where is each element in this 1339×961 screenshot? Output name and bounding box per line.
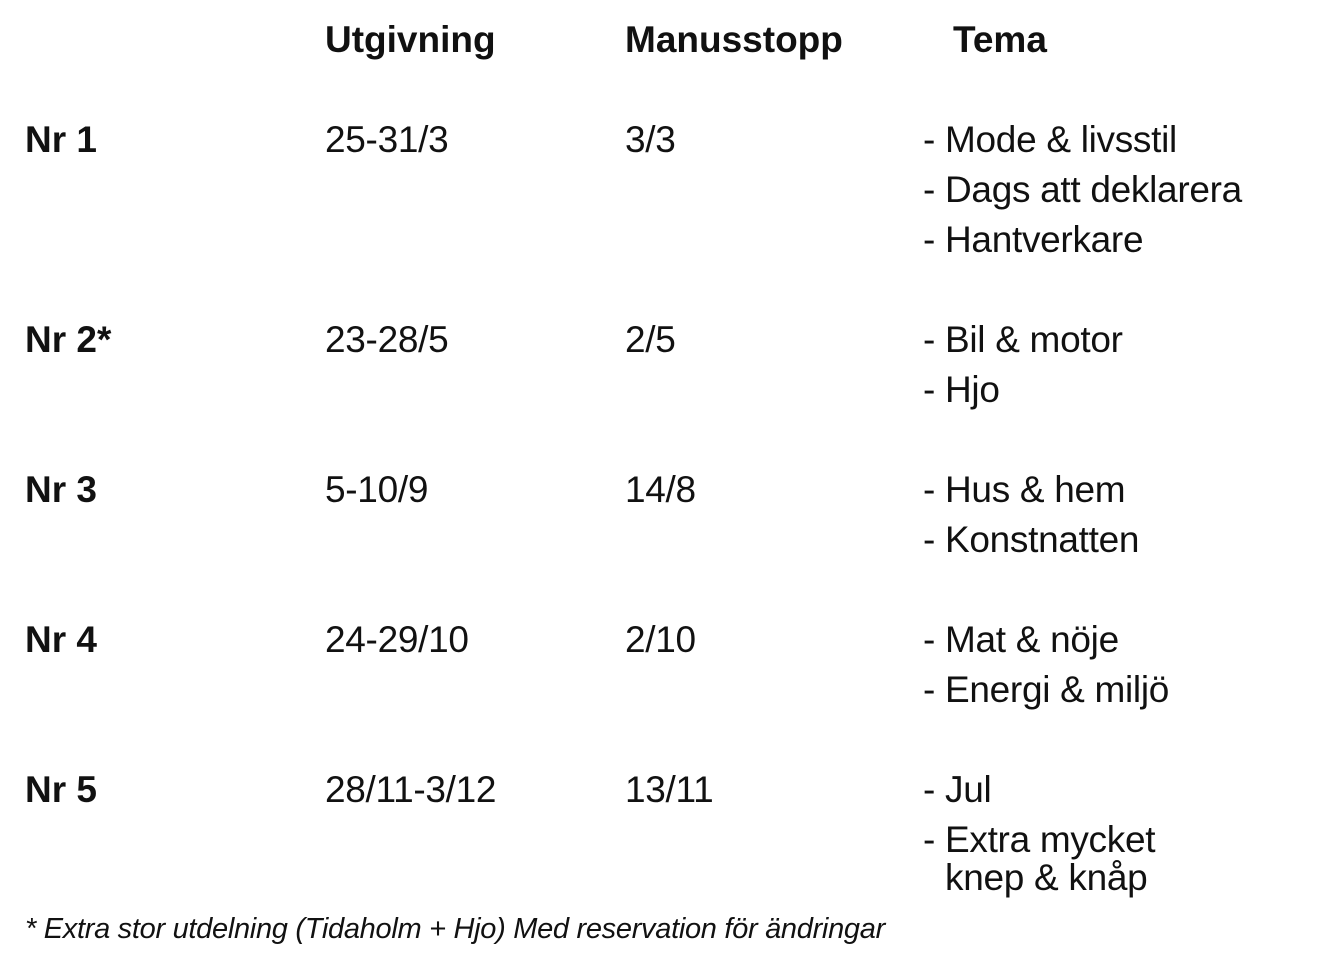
- theme-text: Bil & motor: [945, 319, 1123, 360]
- theme-item: - Hantverkare: [923, 219, 1144, 260]
- utgivning-date: 25-31/3: [325, 119, 449, 160]
- theme-text: Hus & hem: [945, 469, 1126, 510]
- manusstopp-date: 14/8: [625, 469, 696, 510]
- theme-text: Mat & nöje: [945, 619, 1119, 660]
- theme-item: - Jul: [923, 769, 992, 810]
- theme-item: - Mode & livsstil: [923, 119, 1177, 160]
- column-header-utgivning: Utgivning: [325, 19, 496, 60]
- manusstopp-date: 13/11: [625, 769, 714, 810]
- theme-item: - Mat & nöje: [923, 619, 1119, 660]
- theme-text: Energi & miljö: [945, 669, 1170, 710]
- issue-number: Nr 3: [25, 469, 97, 510]
- theme-text: Jul: [945, 769, 992, 810]
- manusstopp-date: 3/3: [625, 119, 676, 160]
- issue-number: Nr 1: [25, 119, 97, 160]
- theme-item: - Dags att deklarera: [923, 169, 1242, 210]
- theme-list: [923, 468, 1139, 568]
- utgivning-date: 24-29/10: [325, 619, 469, 660]
- utgivning-date: 5-10/9: [325, 469, 429, 510]
- theme-text: Extra mycket knep & knåp: [945, 819, 1156, 898]
- utgivning-date: 23-28/5: [325, 319, 449, 360]
- theme-item: - Hjo: [923, 369, 1000, 410]
- theme-list: [923, 768, 1155, 903]
- theme-list: [923, 318, 1123, 418]
- issue-number: Nr 5: [25, 769, 97, 810]
- manusstopp-date: 2/5: [625, 319, 676, 360]
- theme-item: - Hus & hem: [923, 469, 1126, 510]
- theme-item: - Konstnatten: [923, 519, 1140, 560]
- issue-number: Nr 2*: [25, 319, 112, 360]
- theme-text: Hantverkare: [945, 219, 1144, 260]
- theme-list: [923, 118, 1242, 268]
- manusstopp-date: 2/10: [625, 619, 696, 660]
- theme-list: [923, 618, 1169, 718]
- theme-text: Hjo: [945, 369, 1000, 410]
- column-header-manusstopp: Manusstopp: [625, 19, 843, 60]
- theme-item: - Bil & motor: [923, 319, 1123, 360]
- theme-text: Dags att deklarera: [945, 169, 1242, 210]
- footnote: * Extra stor utdelning (Tidaholm + Hjo) Med reservation för ändringar: [25, 913, 885, 945]
- theme-item: - Energi & miljö: [923, 669, 1170, 710]
- column-header-tema: Tema: [953, 19, 1047, 60]
- theme-text: Konstnatten: [945, 519, 1140, 560]
- utgivning-date: 28/11-3/12: [325, 769, 497, 810]
- issue-number: Nr 4: [25, 619, 97, 660]
- theme-item: - Extra mycket knep & knåp: [923, 819, 1156, 898]
- theme-text: Mode & livsstil: [945, 119, 1177, 160]
